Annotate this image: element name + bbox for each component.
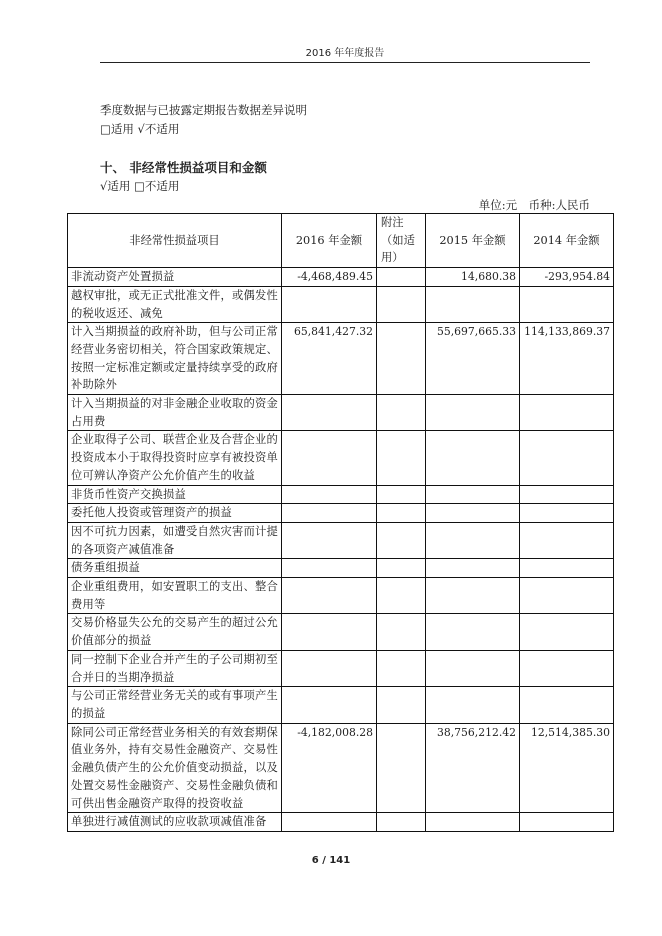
value-2014 — [520, 578, 614, 614]
table-row — [68, 504, 614, 523]
value-2015 — [426, 395, 520, 431]
table-row — [68, 485, 614, 504]
note — [377, 286, 426, 322]
note — [377, 614, 426, 650]
note — [377, 559, 426, 578]
value-2015 — [426, 286, 520, 322]
row-item: 债务重组损益 — [68, 559, 282, 578]
value-2015: 38,756,212.42 — [426, 723, 520, 813]
value-2014 — [520, 286, 614, 322]
table-row — [68, 578, 614, 614]
note — [377, 268, 426, 287]
table-row — [68, 813, 614, 832]
value-2016: -4,182,008.28 — [282, 723, 377, 813]
value-2015 — [426, 559, 520, 578]
header-divider — [100, 62, 590, 63]
row-item: 同一控制下企业合并产生的子公司期初至合并日的当期净损益 — [68, 650, 282, 686]
unit-label: 单位:元 币种:人民币 — [478, 198, 590, 212]
value-2014 — [520, 522, 614, 558]
value-2016 — [282, 687, 377, 723]
note — [377, 522, 426, 558]
row-item: 因不可抗力因素，如遭受自然灾害而计提的各项资产减值准备 — [68, 522, 282, 558]
note — [377, 485, 426, 504]
table-header-row — [68, 214, 614, 268]
row-item: 非流动资产处置损益 — [68, 268, 282, 287]
value-2015 — [426, 813, 520, 832]
value-2015 — [426, 485, 520, 504]
non-recurring-items-table — [67, 213, 614, 832]
table-row — [68, 286, 614, 322]
value-2015 — [426, 431, 520, 485]
table-row — [68, 395, 614, 431]
table-row — [68, 268, 614, 287]
value-2016: -4,468,489.45 — [282, 268, 377, 287]
table-row — [68, 650, 614, 686]
note — [377, 395, 426, 431]
quarterly-note-title: 季度数据与已披露定期报告数据差异说明 — [100, 103, 307, 117]
section-options: √适用 □不适用 — [100, 179, 180, 193]
table-row — [68, 522, 614, 558]
col-header-2014: 2014 年金额 — [520, 214, 614, 268]
row-item: 非货币性资产交换损益 — [68, 485, 282, 504]
note — [377, 813, 426, 832]
value-2014 — [520, 813, 614, 832]
col-header-note: 附注（如适用） — [377, 214, 426, 268]
row-item: 企业重组费用，如安置职工的支出、整合费用等 — [68, 578, 282, 614]
value-2016 — [282, 431, 377, 485]
col-header-item: 非经常性损益项目 — [68, 214, 282, 268]
value-2014 — [520, 650, 614, 686]
table-row — [68, 687, 614, 723]
value-2015: 55,697,665.33 — [426, 323, 520, 395]
value-2015 — [426, 578, 520, 614]
value-2014 — [520, 614, 614, 650]
table-row — [68, 614, 614, 650]
value-2016 — [282, 522, 377, 558]
row-item: 计入当期损益的政府补助，但与公司正常经营业务密切相关，符合国家政策规定、按照一定标准定额或定量持续享受的政府补助除外 — [68, 323, 282, 395]
value-2016 — [282, 578, 377, 614]
value-2016 — [282, 813, 377, 832]
value-2015 — [426, 614, 520, 650]
value-2014 — [520, 559, 614, 578]
col-header-2016: 2016 年金额 — [282, 214, 377, 268]
page-number: 6 / 141 — [311, 855, 351, 866]
value-2015 — [426, 522, 520, 558]
row-item: 交易价格显失公允的交易产生的超过公允价值部分的损益 — [68, 614, 282, 650]
value-2016 — [282, 650, 377, 686]
row-item: 计入当期损益的对非金融企业收取的资金占用费 — [68, 395, 282, 431]
row-item: 除同公司正常经营业务相关的有效套期保值业务外，持有交易性金融资产、交易性金融负债产生的公允价值变动损益，以及处置交易性金融资产、交易性金融负债和可供出售金融资产取得的投资收益 — [68, 723, 282, 813]
note — [377, 504, 426, 523]
row-item: 越权审批，或无正式批准文件，或偶发性的税收返还、减免 — [68, 286, 282, 322]
value-2014 — [520, 395, 614, 431]
value-2016 — [282, 395, 377, 431]
note — [377, 431, 426, 485]
note — [377, 650, 426, 686]
table-row — [68, 431, 614, 485]
value-2015 — [426, 650, 520, 686]
value-2016 — [282, 614, 377, 650]
table-row — [68, 323, 614, 395]
quarterly-note-options: □适用 √不适用 — [100, 122, 180, 136]
value-2014: -293,954.84 — [520, 268, 614, 287]
row-item: 与公司正常经营业务无关的或有事项产生的损益 — [68, 687, 282, 723]
table-row — [68, 559, 614, 578]
value-2016 — [282, 559, 377, 578]
value-2014: 12,514,385.30 — [520, 723, 614, 813]
value-2016 — [282, 286, 377, 322]
value-2014 — [520, 431, 614, 485]
value-2015 — [426, 504, 520, 523]
note — [377, 723, 426, 813]
value-2016: 65,841,427.32 — [282, 323, 377, 395]
page-header: 2016 年年度报告 — [305, 48, 385, 59]
note — [377, 578, 426, 614]
value-2014 — [520, 687, 614, 723]
value-2016 — [282, 485, 377, 504]
value-2014 — [520, 485, 614, 504]
row-item: 企业取得子公司、联营企业及合营企业的投资成本小于取得投资时应享有被投资单位可辨认净资产公允价值产生的收益 — [68, 431, 282, 485]
col-header-2015: 2015 年金额 — [426, 214, 520, 268]
value-2016 — [282, 504, 377, 523]
row-item: 委托他人投资或管理资产的损益 — [68, 504, 282, 523]
table-row — [68, 723, 614, 813]
value-2014 — [520, 504, 614, 523]
value-2014: 114,133,869.37 — [520, 323, 614, 395]
section-heading: 十、 非经常性损益项目和金额 — [100, 160, 267, 175]
note — [377, 323, 426, 395]
note — [377, 687, 426, 723]
value-2015: 14,680.38 — [426, 268, 520, 287]
value-2015 — [426, 687, 520, 723]
row-item: 单独进行减值测试的应收款项减值准备 — [68, 813, 282, 832]
